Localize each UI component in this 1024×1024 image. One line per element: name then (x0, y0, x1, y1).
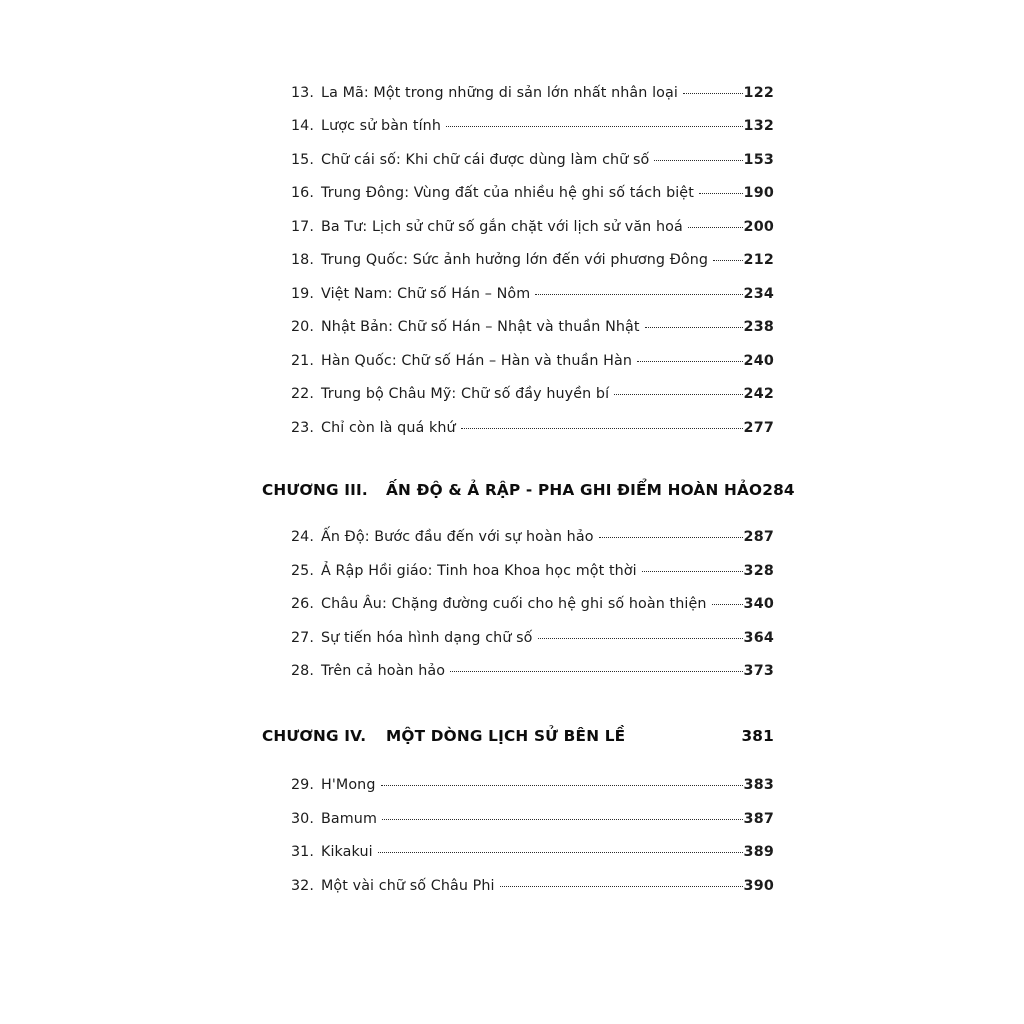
chapter-label: CHƯƠNG III. (262, 481, 368, 500)
toc-entry[interactable] (262, 287, 774, 301)
entry-title: Châu Âu: Chặng đường cuối cho hệ ghi số hoàn thiện (321, 596, 707, 613)
entry-number: 32. (290, 877, 314, 894)
toc-entry[interactable] (262, 564, 774, 578)
entry-number: 13. (290, 85, 314, 101)
entry-number: 22. (290, 386, 314, 403)
toc-entry[interactable] (262, 879, 774, 893)
toc-entry[interactable] (262, 812, 774, 826)
toc-group (262, 530, 774, 678)
leader-dots (699, 193, 743, 194)
entry-page-number: 240 (743, 352, 774, 369)
entry-title: Ba Tư: Lịch sử chữ số gắn chặt với lịch sử văn hoá (321, 218, 683, 235)
entry-number: 14. (290, 118, 314, 135)
entry-number: 25. (290, 562, 314, 579)
entry-title: H'Mong (321, 777, 376, 794)
entry-number: 15. (290, 151, 314, 168)
toc-entry[interactable] (262, 153, 774, 167)
entry-title: Hàn Quốc: Chữ số Hán – Hàn và thuần Hàn (321, 352, 633, 369)
toc-group (262, 778, 774, 893)
leader-dots (642, 571, 743, 572)
entry-page-number: 200 (743, 218, 774, 235)
leader-dots (450, 671, 742, 672)
toc-entry[interactable] (262, 354, 774, 368)
entry-page-number: 387 (743, 810, 774, 827)
leader-dots (683, 93, 743, 94)
entry-page-number: 132 (743, 118, 774, 135)
chapter-heading-iv[interactable] (262, 727, 774, 745)
leader-dots (688, 227, 743, 228)
entry-title: Việt Nam: Chữ số Hán – Nôm (321, 285, 531, 302)
toc-entry[interactable] (262, 778, 774, 792)
entry-page-number: 383 (743, 777, 774, 794)
entry-page-number: 277 (743, 419, 774, 436)
entry-number: 29. (290, 777, 314, 794)
toc-group (262, 86, 774, 435)
chapter-label: CHƯƠNG IV. (262, 727, 367, 746)
chapter-title: ẤN ĐỘ & Ả RẬP - PHA GHI ĐIỂM HOÀN HẢO (386, 481, 763, 500)
chapter-title: MỘT DÒNG LỊCH SỬ BÊN LỀ (386, 727, 626, 746)
leader-dots (535, 294, 742, 295)
entry-title: La Mã: Một trong những di sản lớn nhất nhân loại (321, 85, 678, 101)
leader-dots (637, 361, 742, 362)
leader-dots (614, 394, 742, 395)
toc-entry[interactable] (262, 597, 774, 611)
toc-entry[interactable] (262, 387, 774, 401)
toc-entry[interactable] (262, 530, 774, 544)
entry-number: 23. (290, 419, 314, 436)
leader-dots (381, 785, 743, 786)
entry-number: 26. (290, 596, 314, 613)
entry-title: Trên cả hoàn hảo (321, 663, 446, 680)
entry-page-number: 340 (743, 596, 774, 613)
toc-entry[interactable] (262, 664, 774, 678)
leader-dots (500, 886, 743, 887)
leader-dots (461, 428, 743, 429)
entry-page-number: 122 (743, 85, 774, 101)
entry-page-number: 238 (743, 319, 774, 336)
entry-number: 16. (290, 185, 314, 202)
leader-dots (645, 327, 743, 328)
entry-title: Bamum (321, 810, 377, 827)
entry-page-number: 328 (743, 562, 774, 579)
entry-page-number: 212 (743, 252, 774, 269)
entry-number: 27. (290, 629, 314, 646)
toc-entry[interactable] (262, 186, 774, 200)
chapter-page-number: 284 (762, 481, 795, 500)
leader-dots (599, 537, 743, 538)
entry-title: Ấn Độ: Bước đầu đến với sự hoàn hảo (321, 529, 594, 546)
entry-number: 20. (290, 319, 314, 336)
leader-dots (382, 819, 743, 820)
chapter-heading-iii[interactable] (262, 481, 795, 500)
entry-title: Sự tiến hóa hình dạng chữ số (321, 629, 533, 646)
toc-entry[interactable] (262, 631, 774, 645)
entry-number: 24. (290, 529, 314, 546)
toc-entry[interactable] (262, 320, 774, 334)
leader-dots (654, 160, 742, 161)
entry-number: 19. (290, 285, 314, 302)
entry-page-number: 389 (743, 844, 774, 861)
entry-number: 31. (290, 844, 314, 861)
entry-page-number: 190 (743, 185, 774, 202)
entry-page-number: 390 (743, 877, 774, 894)
toc-entry[interactable] (262, 86, 774, 100)
entry-page-number: 287 (743, 529, 774, 546)
entry-title: Ả Rập Hồi giáo: Tinh hoa Khoa học một thời (321, 562, 637, 579)
leader-dots (446, 126, 743, 127)
entry-title: Trung Quốc: Sức ảnh hưởng lớn đến với phương Đông (321, 252, 709, 269)
entry-title: Kikakui (321, 844, 373, 861)
toc-entry[interactable] (262, 845, 774, 859)
entry-title: Nhật Bản: Chữ số Hán – Nhật và thuần Nhật (321, 319, 640, 336)
entry-number: 18. (290, 252, 314, 269)
entry-title: Trung Đông: Vùng đất của nhiều hệ ghi số tách biệt (321, 185, 694, 202)
leader-dots (378, 852, 743, 853)
entry-page-number: 373 (743, 663, 774, 680)
entry-number: 28. (290, 663, 314, 680)
toc-entry[interactable] (262, 119, 774, 133)
toc-entry[interactable] (262, 253, 774, 267)
entry-title: Lược sử bàn tính (321, 118, 441, 135)
entry-page-number: 242 (743, 386, 774, 403)
leader-dots (538, 638, 743, 639)
toc-entry[interactable] (262, 421, 774, 435)
entry-number: 17. (290, 218, 314, 235)
entry-page-number: 364 (743, 629, 774, 646)
entry-title: Chỉ còn là quá khứ (321, 419, 456, 436)
entry-title: Một vài chữ số Châu Phi (321, 877, 495, 894)
entry-number: 21. (290, 352, 314, 369)
entry-page-number: 153 (743, 151, 774, 168)
entry-title: Trung bộ Châu Mỹ: Chữ số đầy huyền bí (321, 386, 610, 403)
entry-number: 30. (290, 810, 314, 827)
entry-page-number: 234 (743, 285, 774, 302)
toc-entry[interactable] (262, 220, 774, 234)
chapter-page-number: 381 (741, 727, 774, 746)
leader-dots (712, 604, 743, 605)
table-of-contents (262, 85, 795, 894)
entry-title: Chữ cái số: Khi chữ cái được dùng làm chữ số (321, 151, 650, 168)
leader-dots (713, 260, 742, 261)
